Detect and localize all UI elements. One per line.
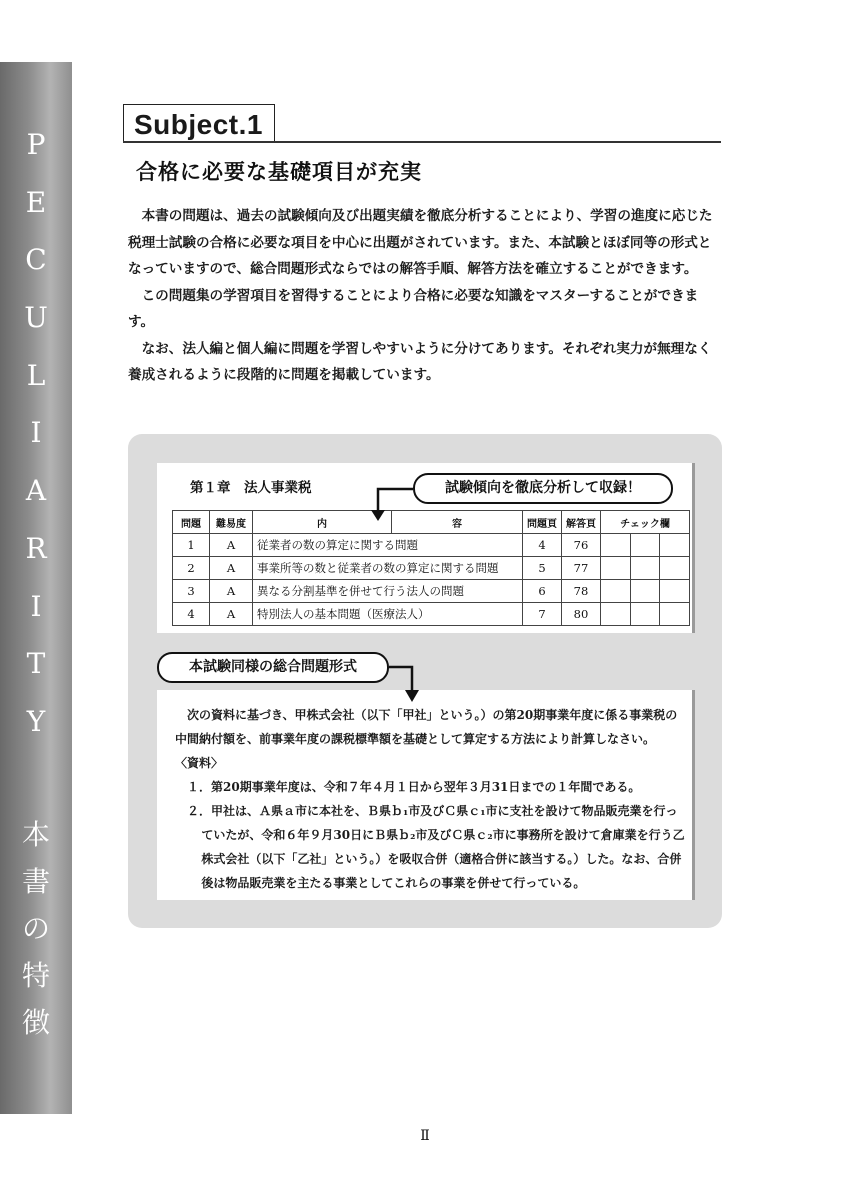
cell-content: 異なる分割基準を併せて行う法人の問題: [253, 580, 523, 603]
cell-a-page: 77: [562, 557, 601, 580]
cell-q-page: 5: [523, 557, 562, 580]
cell-level: A: [210, 534, 253, 557]
side-jp-char: 特: [21, 959, 50, 992]
side-letter: Y: [26, 704, 46, 738]
problem-item: ２．甲社は、Ａ県ａ市に本社を、Ｂ県ｂ₁市及びＣ県ｃ₁市に支社を設けて物品販売業を行っていたが、令和６年９月30日にＢ県ｂ₂市及びＣ県ｃ₂市に事務所を設けて倉庫業を行う乙株式会社（以下「乙社」という。）を吸収合併（適格合併に該当する。）した。なお、合併後は物品販売業を主たる事業としてこれらの事業を併せて行っている。: [187, 804, 685, 890]
cell-a-page: 76: [562, 534, 601, 557]
side-letter: L: [26, 358, 46, 392]
arrow-line-1: [378, 489, 413, 512]
col-header-q-page: 問題頁: [523, 511, 562, 534]
cell-no: 3: [173, 580, 210, 603]
cell-content: 特別法人の基本問題（医療法人）: [253, 603, 523, 626]
intro-paragraph: この問題集の学習項目を習得することにより合格に必要な知識をマスターすることができます。: [128, 287, 699, 330]
cell-q-page: 6: [523, 580, 562, 603]
side-letter: E: [25, 185, 47, 219]
cell-q-page: 4: [523, 534, 562, 557]
col-header-a-page: 解答頁: [562, 511, 601, 534]
side-letter: I: [30, 416, 42, 450]
col-header-check: チェック欄: [601, 511, 690, 534]
side-letter: A: [25, 474, 47, 508]
col-header-level: 難易度: [210, 511, 253, 534]
problem-item: １．第20期事業年度は、令和７年４月１日から翌年３月31日までの１年間である。: [187, 780, 641, 794]
subject-label: Subject.1: [123, 104, 275, 142]
side-jp-char: の: [21, 912, 50, 945]
cell-level: A: [210, 603, 253, 626]
side-letter: I: [30, 589, 42, 623]
side-jp-char: 書: [21, 865, 50, 898]
chapter-heading: 第１章 法人事業税: [190, 480, 312, 496]
side-letter: P: [26, 128, 46, 161]
side-letter: R: [25, 531, 47, 565]
cell-level: A: [210, 580, 253, 603]
cell-a-page: 78: [562, 580, 601, 603]
cell-content: 従業者の数の算定に関する問題: [253, 534, 523, 557]
intro-paragraph: 本書の問題は、過去の試験傾向及び出題実績を徹底分析することにより、学習の進度に応じた税理士試験の合格に必要な項目を中心に出題がされています。また、本試験とほぼ同等の形式となっていますので、総合問題形式ならではの解答手順、解答方法を確立することができます。: [128, 208, 713, 277]
cell-level: A: [210, 557, 253, 580]
col-header-no: 問題: [173, 511, 210, 534]
problem-label: 〈資料〉: [175, 756, 224, 770]
arrow-head-2: [405, 690, 419, 702]
cell-content: 事業所等の数と従業者の数の算定に関する問題: [253, 557, 523, 580]
cell-q-page: 7: [523, 603, 562, 626]
problem-intro: 次の資料に基づき、甲株式会社（以下「甲社」という。）の第20期事業年度に係る事業税の中間納付額を、前事業年度の課税標準額を基礎として算定する方法により計算しなさい。: [175, 708, 678, 746]
side-letter: T: [26, 647, 46, 681]
side-letter: U: [24, 301, 48, 335]
callout-exam-trend: 試験傾向を徹底分析して収録！: [413, 473, 673, 504]
intro-paragraph: なお、法人編と個人編に問題を学習しやすいように分けてあります。それぞれ実力が無理なく養成されるように段階的に問題を掲載しています。: [128, 340, 712, 383]
callout-comprehensive-format: 本試験同様の総合問題形式: [157, 652, 389, 683]
cell-no: 1: [173, 534, 210, 557]
cell-no: 4: [173, 603, 210, 626]
col-header-content-1: 内: [253, 511, 392, 534]
arrow-line-2: [389, 667, 412, 692]
page-number: Ⅱ: [420, 1128, 430, 1144]
cell-no: 2: [173, 557, 210, 580]
cell-a-page: 80: [562, 603, 601, 626]
side-jp-char: 本: [21, 818, 50, 851]
arrow-head-1: [371, 510, 385, 521]
side-letter: C: [25, 243, 47, 277]
side-jp-char: 徴: [21, 1006, 50, 1039]
page-title: 合格に必要な基礎項目が充実: [136, 160, 422, 184]
col-header-content-2: 容: [392, 511, 523, 534]
